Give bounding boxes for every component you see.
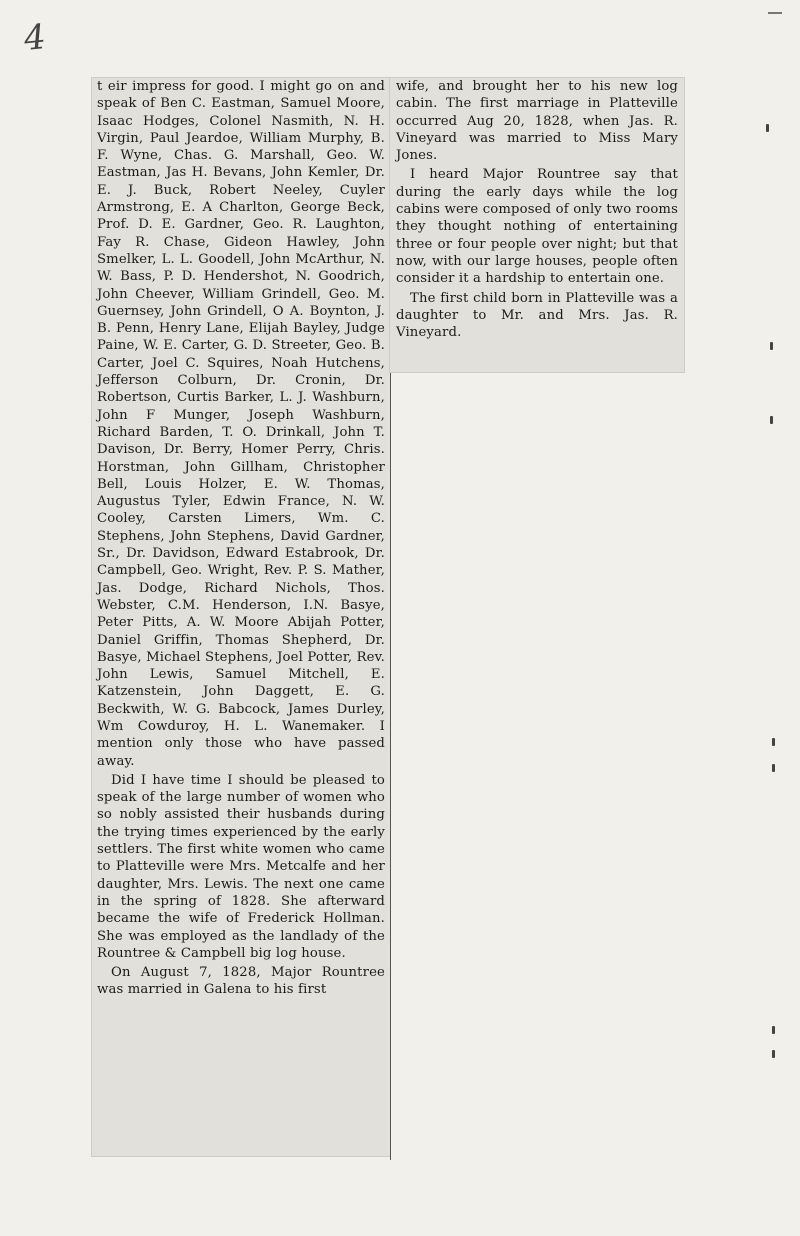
margin-mark — [772, 764, 775, 772]
newspaper-clipping-left-column — [92, 78, 390, 1156]
paragraph-log-cabins: I heard Major Rountree say that during the early days while the log cabins were composed of only two rooms they thought nothing of entertaining three or four people over night; but that now, with our large houses, people often consider it a hardship to entertain one. — [396, 167, 678, 287]
margin-mark — [772, 1050, 775, 1058]
paragraph-women-settlers: Did I have time I should be pleased to speak of the large number of women who so nobly assisted their husbands during the trying times experienced by the early settlers. The first white women who came to Platteville were Mrs. Metcalfe and her daughter, Mrs. Lewis. The next one came in the spring of 1828. She afterward became the wife of Frederick Hollman. She was employed as the landlady of the Rountree & Campbell big log house. — [97, 772, 385, 961]
paragraph-first-marriage: wife, and brought her to his new log cabin. The first marriage in Platteville occurred Aug 20, 1828, when Jas. R. Vineyard was married to Miss Mary Jones. — [396, 79, 678, 164]
margin-mark — [766, 124, 769, 132]
margin-mark — [770, 342, 773, 350]
paragraph-rountree-marriage: On August 7, 1828, Major Rountree was married in Galena to his first — [97, 965, 385, 998]
newspaper-clipping-right-column — [390, 78, 684, 372]
paragraph-names-list: t eir impress for good. I might go on and speak of Ben C. Eastman, Samuel Moore, Isaac Hodges, Colonel Nasmith, N. H. Virgin, Paul Jeardoe, William Murphy, B. F. Wyne, Chas. G. Marshall, Geo. W. Eastman, Jas H. Bevans, John Kemler, Dr. E. J. Buck, Robert Neeley, Cuyler Armstrong, E. A Charlton, George Beck, Prof. D. E. Gardner, Geo. R. Laughton, Fay R. Chase, Gideon Hawley, John Smelker, L. L. Goodell, John McArthur, N. W. Bass, P. D. Hendershot, N. Goodrich, John Cheever, William Grindell, Geo. M. Guernsey, John Grindell, O A. Boynton, J. B. Penn, Henry Lane, Elijah Bayley, Judge Paine, W. E. Carter, G. D. Streeter, Geo. B. Carter, Joel C. Squires, Noah Hutchens, Jefferson Colburn, Dr. Cronin, Dr. Robertson, Curtis Barker, L. J. Washburn, John F Munger, Joseph Washburn, Richard Barden, T. O. Drinkall, John T. Davison, Dr. Berry, Homer Perry, Chris. Horstman, John Gillham, Christopher Bell, Louis Holzer, E. W. Thomas, Augustus Tyler, Edwin France, N. W. Cooley, Carsten Limers, Wm. C. Stephens, John Stephens, David Gardner, Sr., Dr. Davidson, Edward Estabrook, Dr. Campbell, Geo. Wright, Rev. P. S. Mather, Jas. Dodge, Richard Nichols, Thos. Webster, C.M. Henderson, I.N. Basye, Peter Pitts, A. W. Moore Abijah Potter, Daniel Griffin, Thomas Shepherd, Dr. Basye, Michael Stephens, Joel Potter, Rev. John Lewis, Samuel Mitchell, E. Katzenstein, John Daggett, E. G. Beckwith, W. G. Babcock, James Durley, Wm Cowduroy, H. L. Wanemaker. I mention only those who have passed away. — [97, 79, 385, 769]
margin-mark — [770, 416, 773, 424]
paragraph-first-child: The first child born in Platteville was a daughter to Mr. and Mrs. Jas. R. Vineyard. — [396, 290, 678, 341]
page-number: 4 — [21, 16, 48, 60]
margin-mark — [772, 1026, 775, 1034]
margin-mark — [772, 738, 775, 746]
corner-mark — [768, 12, 782, 14]
